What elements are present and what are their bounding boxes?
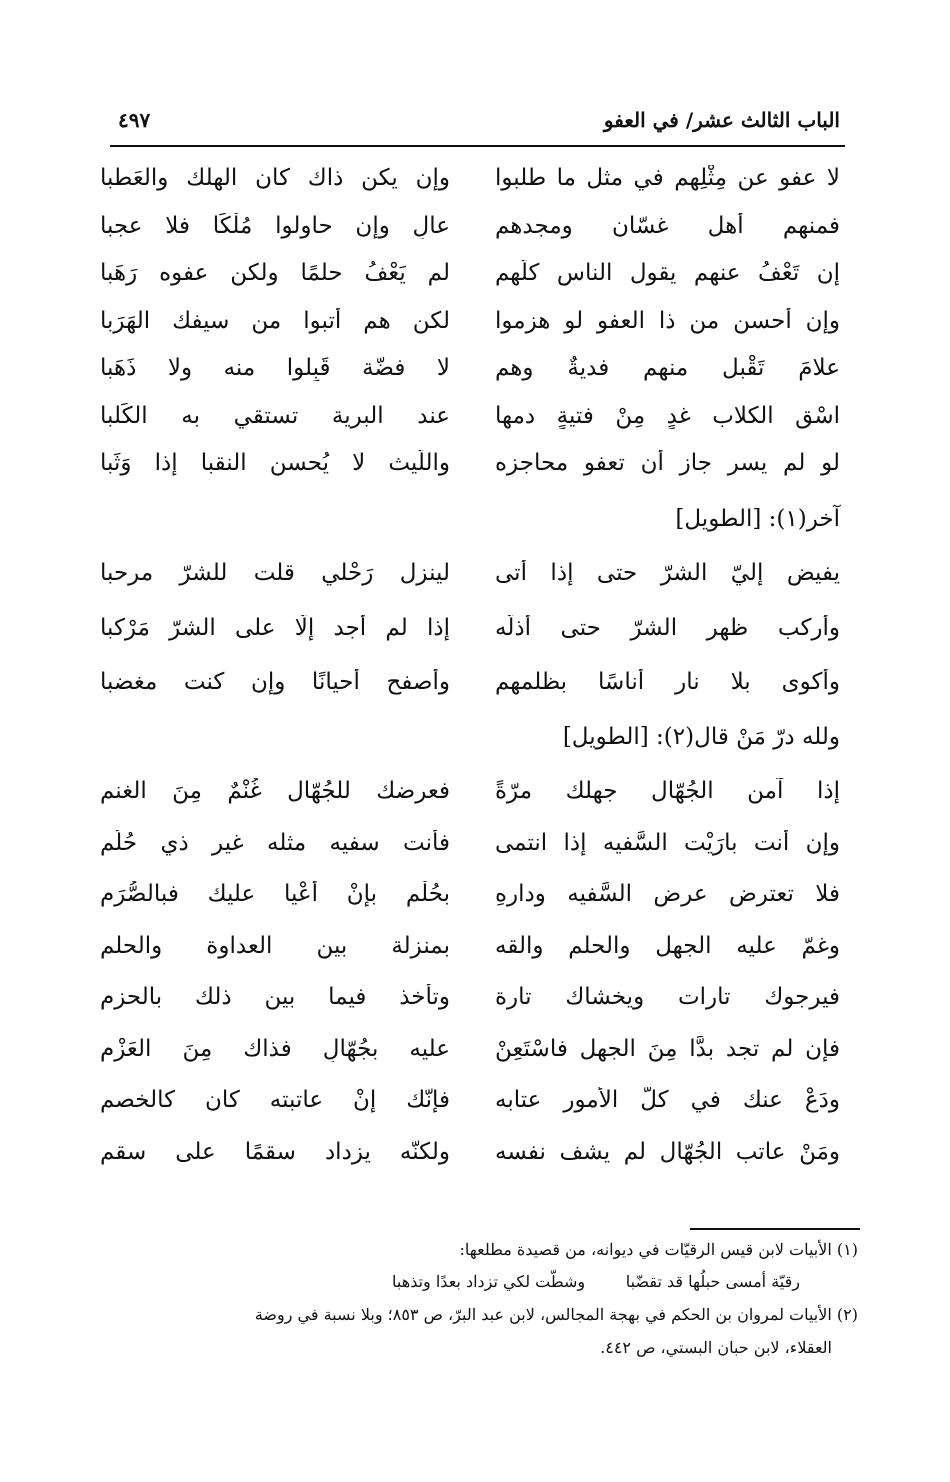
verse-first-hemistich: اسْقِ الكلاب غدٍ مِنْ فتيةٍ دمها <box>495 402 840 429</box>
verse-first-hemistich: إذا آمن الجُهّال جهلك مرّةً <box>495 778 840 804</box>
footnote-rule <box>690 1228 860 1230</box>
verse-second-hemistich: فإنّك إنْ عاتبته كان كالخصم <box>100 1087 450 1113</box>
running-header-title: الباب الثالث عشر/ في العفو <box>603 108 840 132</box>
verse-second-hemistich: لكن هم أتبوا من سيفك الهَرَبا <box>100 307 450 334</box>
verse-second-hemistich: عالٍ وإن حاولوا مُلْكًا فلا عجبا <box>100 212 450 239</box>
verse-first-hemistich: وإن أنت بارَيْت السَّفيه إذا انتمى <box>495 829 840 856</box>
verse-second-hemistich: وإن يكن ذاك كان الهلك والعَطبا <box>100 165 450 191</box>
verse-first-hemistich: يفيض إليّ الشرّ حتى إذا أتى <box>495 560 840 586</box>
verse-second-hemistich: عليه بجُهّالٍ فذاك مِنَ العَزْم <box>100 1035 450 1062</box>
footnote-1: (١) الأبيات لابن قيس الرقيّات في ديوانه، من قصيدة مطلعها: <box>459 1240 858 1259</box>
verse-second-hemistich: فعرضك للجُهّال غُنْمٌ مِنَ الغنم <box>100 778 450 804</box>
verse-second-hemistich: بحُلْم بإنْ أعْيا عليك فبالصُّرَم <box>100 881 450 907</box>
footnote-2-cont: العقلاء، لابن حبان البستي، ص ٤٤٢. <box>600 1338 832 1357</box>
verse-second-hemistich: وأصفح أحيانًا وإن كنت مغضبا <box>100 669 450 695</box>
verse-first-hemistich: وغمّ عليه الجهل والحلم والقه <box>495 932 840 959</box>
verse-first-hemistich: فإن لم تجد بدًّا مِنَ الجهل فاسْتَعِنْ <box>495 1035 840 1062</box>
footnote-1-verse: رقيّة أمسى حبلُها قد تقضّبا وشطّت لكي تزداد بعدًا وتذهبا <box>392 1272 800 1291</box>
verse-second-hemistich: ولكنّه يزداد سقمًا على سقم <box>100 1138 450 1165</box>
footnote-2: (٢) الأبيات لمروان بن الحكم في بهجة المجالس، لابن عبد البرّ، ص ٨٥٣؛ وبلا نسبة في روضة <box>254 1305 858 1324</box>
meter-label-2: ولله درّ مَنْ قال(٢): [الطويل] <box>562 724 840 750</box>
verse-first-hemistich: وأركب ظهر الشرّ حتى أذلّه <box>495 614 840 641</box>
verse-first-hemistich: إن تَعْفُ عنهم يقول الناس كلّهم <box>495 260 840 286</box>
page-number: ٤٩٧ <box>118 108 151 132</box>
verse-second-hemistich: عند البرية تستقي به الكَلبا <box>100 402 450 429</box>
verse-second-hemistich: لينزل رَحْلي قلت للشرّ مرحبا <box>100 560 450 586</box>
verse-second-hemistich: لم يَعْفُ حلمًا ولكن عفوه رَهَبا <box>100 260 450 286</box>
verse-second-hemistich: وتأخذ فيما بين ذلك بالحزم <box>100 984 450 1010</box>
verse-first-hemistich: لو لم يسر جاز أن تعفو محاجزه <box>495 450 840 476</box>
verse-second-hemistich: بمنزلة بين العداوة والحلم <box>100 932 450 959</box>
header-rule <box>110 145 845 147</box>
verse-first-hemistich: وأكوى بلا نارٍ أُناسًا بظلمهم <box>495 669 840 695</box>
verse-second-hemistich: إذا لم أجد إلّا على الشرّ مَرْكبا <box>100 614 450 641</box>
verse-first-hemistich: وإن أحسن من ذا العفو لو هزموا <box>495 307 840 334</box>
verse-first-hemistich: علامَ تَقْبل منهم فديةٌ وهم <box>495 355 840 381</box>
verse-first-hemistich: فمنهم أهل غسّان ومجدهم <box>495 212 840 239</box>
verse-first-hemistich: فيرجوك تارات ويخشاك تارة <box>495 984 840 1010</box>
verse-first-hemistich: لا عفو عن مِثْلِهِم في مثل ما طلبوا <box>495 165 840 191</box>
verse-second-hemistich: واللّيث لا يُحسن النقبا إذا وَثَبا <box>100 450 450 476</box>
verse-second-hemistich: فأنت سفيه مثله غير ذي حُلُم <box>100 829 450 856</box>
verse-first-hemistich: ودَعْ عنك في كلّ الأُمور عتابه <box>495 1087 840 1113</box>
verse-second-hemistich: لا فضّة قَبِلوا منه ولا ذَهَبا <box>100 355 450 381</box>
verse-first-hemistich: فلا تعترض عرض السَّفيه ودارِهِ <box>495 881 840 907</box>
verse-first-hemistich: ومَنْ عاتب الجُهّال لم يشف نفسه <box>495 1138 840 1165</box>
meter-label-1: آخر(١): [الطويل] <box>675 506 840 532</box>
